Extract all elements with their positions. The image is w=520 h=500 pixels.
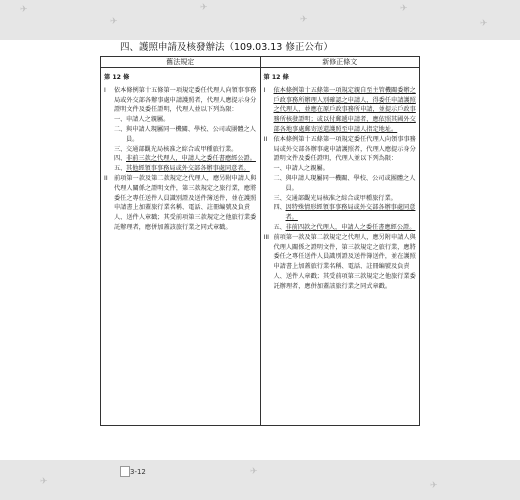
airplane-icon: ✈ bbox=[40, 477, 48, 487]
paragraph-item bbox=[264, 233, 417, 292]
item-text: 與申請人現屬同一機關、學校、公司或團體之人員。 bbox=[126, 125, 256, 143]
section-title: 四、護照申請及核發辦法（109.03.13 修正公布） bbox=[120, 42, 333, 53]
airplane-icon: ✈ bbox=[300, 15, 308, 25]
item-text: 因特殊情形經領事事務局或外交部各辦事處同意者。 bbox=[285, 204, 416, 222]
sub-item-number: 三、 bbox=[273, 194, 286, 202]
airplane-icon: ✈ bbox=[200, 3, 208, 13]
sub-item-number: 二、 bbox=[273, 174, 286, 182]
sub-item bbox=[264, 194, 417, 204]
item-text: 依本條例第十五條第一項規定委任代理人向領事事務局或外交部各辦事處申請護照者，代理人應提示身分證明文件及委任證明，代理人並以下列為限： bbox=[273, 135, 416, 163]
item-text: 交通部觀光局核准之綜合或甲種旅行業。 bbox=[285, 194, 397, 202]
paragraph-numeral: II bbox=[263, 135, 268, 143]
page-number: 3-12 bbox=[130, 468, 146, 476]
paragraph-numeral: I bbox=[263, 86, 266, 94]
item-text: 非前四款之代理人，申請人之委任書應經公證。 bbox=[285, 223, 416, 231]
sub-item bbox=[264, 164, 417, 174]
airplane-icon: ✈ bbox=[20, 5, 28, 15]
paragraph-numeral: III bbox=[263, 233, 269, 241]
sub-item bbox=[104, 145, 257, 155]
sub-item bbox=[264, 203, 417, 223]
sub-item bbox=[104, 154, 257, 164]
airplane-icon: ✈ bbox=[250, 467, 258, 477]
item-text: 其他經領事事務局或外交部各辦事處同意者。 bbox=[126, 165, 250, 173]
paragraph-item bbox=[264, 135, 417, 164]
sub-item-number: 二、 bbox=[114, 125, 127, 133]
sub-item bbox=[104, 115, 257, 125]
item-text: 申請人之親屬。 bbox=[126, 116, 170, 124]
item-text: 前項第一款及第二款規定之代理人，應另附申請人與代理人關係之證明文件，第三款規定之旅行業，應將委任之專任送件人員識別證及送件簿送件，並在護照申請書上加蓋旅行業名稱、電話、註冊編號及負責人、送件人章戳；其受前項第三款規定之他旅行業委託辦理者，應併加蓋該旅行業之同式章戳。 bbox=[273, 233, 416, 290]
sub-item bbox=[104, 125, 257, 145]
airplane-icon: ✈ bbox=[480, 19, 488, 29]
paragraph-item bbox=[264, 86, 417, 135]
sub-item-number: 三、 bbox=[114, 145, 127, 153]
sub-item bbox=[264, 174, 417, 194]
item-text: 前項第一款及第二款規定之代理人，應另附申請人與代理人關係之證明文件，第三款規定之旅行業，應將委任之專任送件人員識別證及送件簿送件，並在護照申請書上加蓋旅行業名稱、電話、註冊編號及負責人、送件人章戳；其受前項第三款規定之他旅行業委託辦理者，應併加蓋該旅行業之同式章戳。 bbox=[114, 174, 257, 231]
footer-band bbox=[0, 460, 520, 500]
sub-item-number: 一、 bbox=[273, 165, 286, 173]
article-number: 第 12 條 bbox=[104, 74, 130, 81]
paragraph-numeral: II bbox=[104, 174, 108, 182]
sub-item bbox=[264, 223, 417, 233]
sub-item bbox=[104, 164, 257, 174]
paragraph-item bbox=[104, 86, 257, 115]
comparison-table bbox=[100, 56, 420, 426]
sub-item-number: 四、 bbox=[273, 204, 286, 212]
item-text: 依本條例第十五條第一項規定親自至主管機關委辦之戶政事務所辦理人別確認之申請人，得委任申請護照之代理人，並應在原戶政事務所申請，並提示戶政事務所核發證明；或以付郵遞申請者，應依照其國外交部各地事處郵寄送還護照至申請人指定地址。 bbox=[273, 86, 416, 133]
item-text: 申請人之親屬。 bbox=[285, 165, 329, 173]
sub-item-number: 四、 bbox=[114, 155, 127, 163]
paragraph-item bbox=[104, 174, 257, 233]
page-tab-icon bbox=[120, 466, 130, 477]
item-text: 交通部觀光局核准之綜合或甲種旅行業。 bbox=[126, 145, 238, 153]
item-text: 非前三款之代理人，申請人之委任書應經公證。 bbox=[126, 155, 256, 163]
column-header-new: 新修正條文 bbox=[260, 57, 420, 68]
sub-item-number: 五、 bbox=[273, 223, 286, 231]
sub-item-number: 五、 bbox=[114, 165, 127, 173]
airplane-icon: ✈ bbox=[430, 481, 438, 491]
item-text: 與申請人現屬同一機關、學校、公司或團體之人員。 bbox=[285, 174, 416, 192]
item-text: 依本條例第十五條第一項規定委任代理人向領事事務局或外交部各辦事處申請護照者，代理人應提示身分證明文件及委任證明，代理人並以下列為限： bbox=[114, 86, 257, 114]
old-rules-cell bbox=[101, 68, 260, 425]
paragraph-numeral: I bbox=[104, 86, 106, 94]
article-number: 第 12 條 bbox=[263, 74, 289, 81]
sub-item-number: 一、 bbox=[114, 116, 127, 124]
new-rules-cell bbox=[261, 68, 420, 425]
column-header-old: 舊法規定 bbox=[101, 57, 261, 68]
airplane-icon: ✈ bbox=[400, 4, 408, 14]
airplane-icon: ✈ bbox=[110, 17, 118, 27]
header-band bbox=[0, 0, 520, 40]
